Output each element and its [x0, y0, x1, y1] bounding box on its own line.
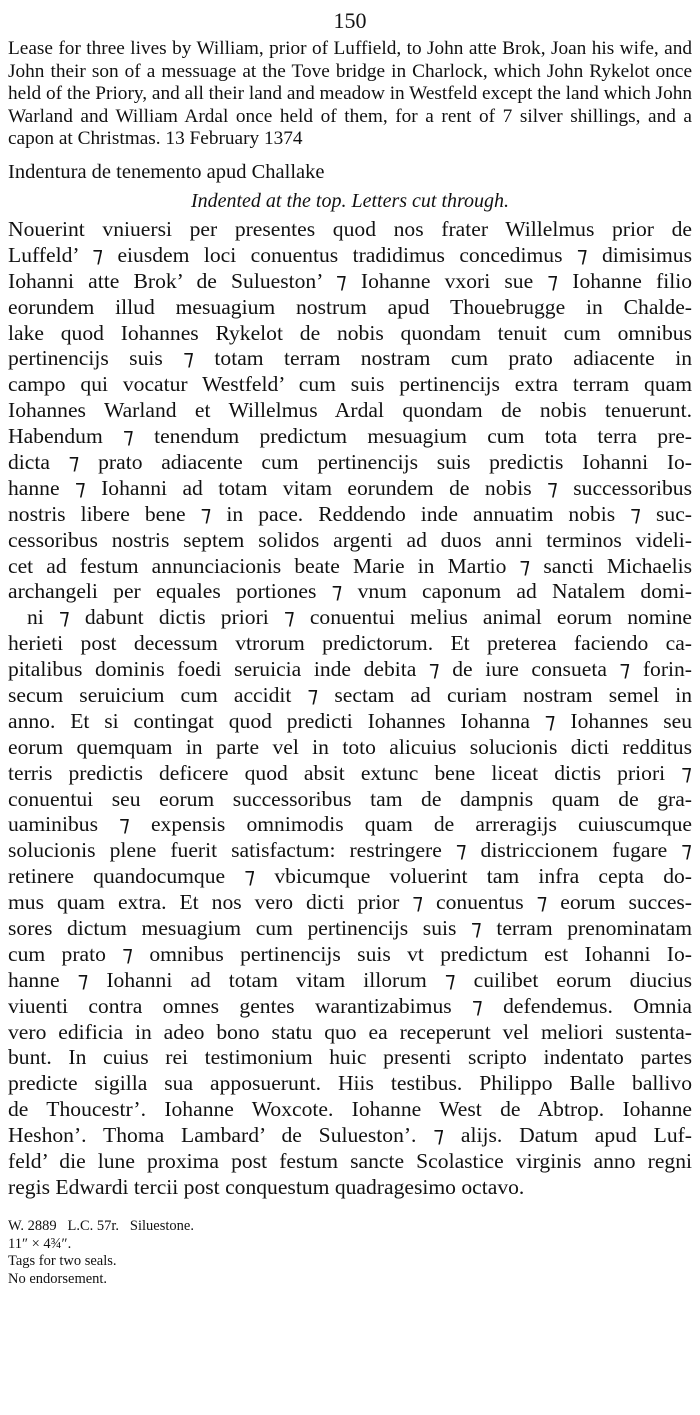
charter-line: herieti post decessum vtrorum predictorum. Et preterea faciendo ca-	[8, 631, 692, 656]
charter-line: feld’ die lune proxima post festum sancte Scolastice virginis anno regni	[8, 1149, 692, 1174]
footnotes	[8, 1218, 692, 1289]
document-page	[8, 6, 692, 1289]
charter-line: campo qui vocatur Westfeld’ cum suis pertinencijs extra terram quam	[8, 372, 692, 397]
charter-line: conuentui seu eorum successoribus tam de dampnis quam de gra-	[8, 786, 692, 811]
charter-line: de Thoucestr’. Iohanne Woxcote. Iohanne West de Abtrop. Iohanne	[8, 1097, 692, 1122]
charter-line: uaminibus ⁊ expensis omnimodis quam de arreragijs cuiuscumque	[8, 812, 692, 837]
charter-line: sores dictum mesuagium cum pertinencijs suis ⁊ terram prenominatam	[8, 916, 692, 941]
charter-line: mus quam extra. Et nos vero dicti prior ⁊ conuentus ⁊ eorum succes-	[8, 890, 692, 915]
charter-line: hanne ⁊ Iohanni ad totam vitam illorum ⁊ cuilibet eorum diucius	[8, 967, 692, 992]
charter-line: Luffeld’ ⁊ eiusdem loci conuentus tradidimus concedimus ⁊ dimisimus	[8, 242, 692, 267]
charter-line: cessoribus nostris septem solidos argenti ad duos anni terminos videli-	[8, 527, 692, 552]
charter-line: cet ad festum annunciacionis beate Marie in Martio ⁊ sancti Michaelis	[8, 553, 692, 578]
charter-line: dicta ⁊ prato adiacente cum pertinencijs suis predictis Iohanni Io-	[8, 449, 692, 474]
charter-line: Heshon’. Thoma Lambard’ de Sulueston’. ⁊ alijs. Datum apud Luf-	[8, 1123, 692, 1148]
charter-line: regis Edwardi tercii post conquestum quadragesimo octavo.	[8, 1174, 525, 1199]
charter-line: cum prato ⁊ omnibus pertinencijs suis vt predictum est Iohanni Io-	[8, 941, 692, 966]
archive-reference: W. 2889 L.C. 57r. Siluestone.	[8, 1217, 194, 1234]
charter-line: lake quod Iohannes Rykelot de nobis quondam tenuit cum omnibus	[8, 320, 692, 345]
charter-line: retinere quandocumque ⁊ vbicumque voluerint tam infra cepta do-	[8, 864, 692, 889]
charter-heading: Indentura de tenemento apud Challake	[8, 160, 325, 183]
charter-line: anno. Et si contingat quod predicti Iohannes Iohanna ⁊ Iohannes seu	[8, 708, 692, 733]
charter-line: secum seruicium cum accidit ⁊ sectam ad curiam nostram semel in	[8, 683, 692, 707]
charter-line: nostris libere bene ⁊ in pace. Reddendo inde annuatim nobis ⁊ suc-	[8, 501, 692, 526]
endorsement-note: No endorsement.	[8, 1271, 108, 1288]
charter-line: vero edificia in adeo bono statu quo ea receperunt vel meliori sustenta-	[8, 1019, 692, 1044]
seals-note: Tags for two seals.	[8, 1253, 117, 1270]
charter-line: Habendum ⁊ tenendum predictum mesuagium cum tota terra pre-	[8, 424, 692, 449]
charter-line: eorum quemquam in parte vel in toto alicuius solucionis dicti redditus	[8, 734, 692, 759]
charter-line: viuenti contra omnes gentes warantizabimus ⁊ defendemus. Omnia	[8, 993, 692, 1018]
charter-line: terris predictis deficere quod absit extunc bene liceat dictis priori ⁊	[8, 760, 692, 785]
charter-line: hanne ⁊ Iohanni ad totam vitam eorundem de nobis ⁊ successoribus	[8, 475, 692, 500]
editorial-note: Indented at the top. Letters cut through.	[190, 189, 510, 212]
charter-line: predicte sigilla sua apposuerunt. Hiis testibus. Philippo Balle ballivo	[8, 1071, 692, 1096]
charter-text	[8, 217, 692, 1201]
page-number: 150	[333, 8, 367, 33]
charter-line: Iohannes Warland et Willelmus Ardal quondam de nobis tenuerunt.	[8, 398, 692, 423]
charter-line: eorundem illud mesuagium nostrum apud Thouebrugge in Chalde-	[8, 294, 692, 319]
charter-line: pertinencijs suis ⁊ totam terram nostram cum prato adiacente in	[8, 346, 692, 371]
charter-line: archangeli per equales portiones ⁊ vnum caponum ad Natalem domi-	[8, 579, 692, 604]
charter-summary: Lease for three lives by William, prior of Luffield, to John atte Brok, Joan his wife, and John their son of a messuage at the Tove bridge in Charlock, which John Rykelot once held of the Priory, and all their land and meadow in Westfeld except the land which John Warland and William Ardal once held of them, for a rent of 7 silver shillings, and a capon at Christmas. 13 February 1374	[8, 38, 692, 150]
charter-line: Nouerint vniuersi per presentes quod nos frater Willelmus prior de	[8, 216, 692, 241]
document-size: 11″ × 4¾″.	[8, 1235, 72, 1252]
charter-line: bunt. In cuius rei testimonium huic presenti scripto indentato partes	[8, 1045, 692, 1070]
charter-line: Iohanni atte Brok’ de Sulueston’ ⁊ Iohanne vxori sue ⁊ Iohanne filio	[8, 268, 692, 293]
charter-line: solucionis plene fuerit satisfactum: restringere ⁊ districcionem fugare ⁊	[8, 838, 692, 863]
charter-line: ni ⁊ dabunt dictis priori ⁊ conuentui melius animal eorum nomine	[27, 605, 692, 630]
charter-line: pitalibus dominis foedi seruicia inde debita ⁊ de iure consueta ⁊ forin-	[8, 657, 692, 682]
